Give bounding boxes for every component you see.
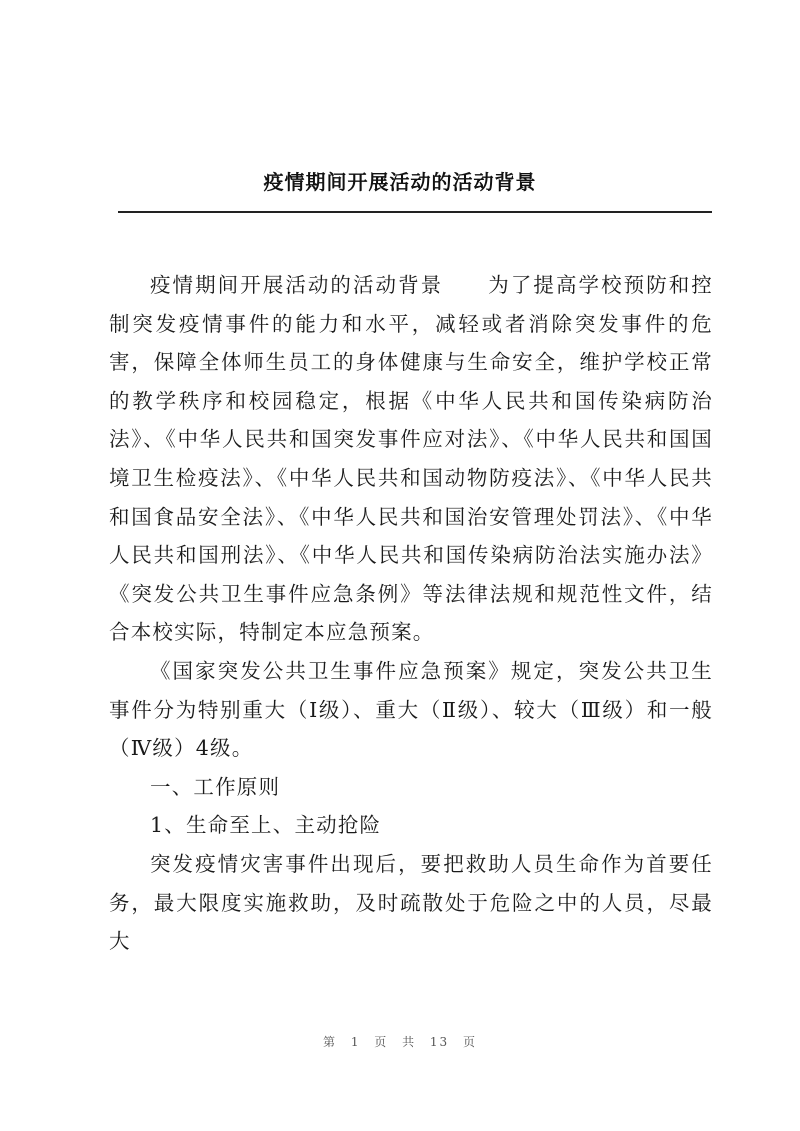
subsection-heading-life-first: 1、生命至上、主动抢险 <box>150 813 382 838</box>
body-paragraph-rescue: 突发疫情灾害事件出现后，要把救助人员生命作为首要任务，最大限度实施救助，及时疏散处于危险之中的人员，尽最大 <box>109 851 713 954</box>
body-paragraph-classification: 《国家突发公共卫生事件应急预案》规定，突发公共卫生事件分为特别重大（Ⅰ级）、重大（Ⅱ级）、较大（Ⅲ级）和一般（Ⅳ级）4级。 <box>109 658 713 761</box>
section-heading-principles: 一、工作原则 <box>150 774 281 799</box>
page-number-footer: 第 1 页 共 13 页 <box>323 1035 477 1049</box>
document-body <box>109 266 713 961</box>
body-paragraph-background: 疫情期间开展活动的活动背景 为了提高学校预防和控制突发疫情事件的能力和水平，减轻或者消除突发事件的危害，保障全体师生员工的身体健康与生命安全，维护学校正常的教学秩序和校园稳定，根据《中华人民共和国传染病防治法》、《中华人民共和国突发事件应对法》、《中华人民共和国国境卫生检疫法》、《中华人民共和国动物防疫法》、《中华人民共和国食品安全法》、《中华人民共和国治安管理处罚法》、《中华人民共和国刑法》、《中华人民共和国传染病防治法实施办法》《突发公共卫生事件应急条例》等法律法规和规范性文件，结合本校实际，特制定本应急预案。 <box>109 273 713 645</box>
document-title: 疫情期间开展活动的活动背景 <box>263 170 537 194</box>
title-divider <box>118 211 712 213</box>
